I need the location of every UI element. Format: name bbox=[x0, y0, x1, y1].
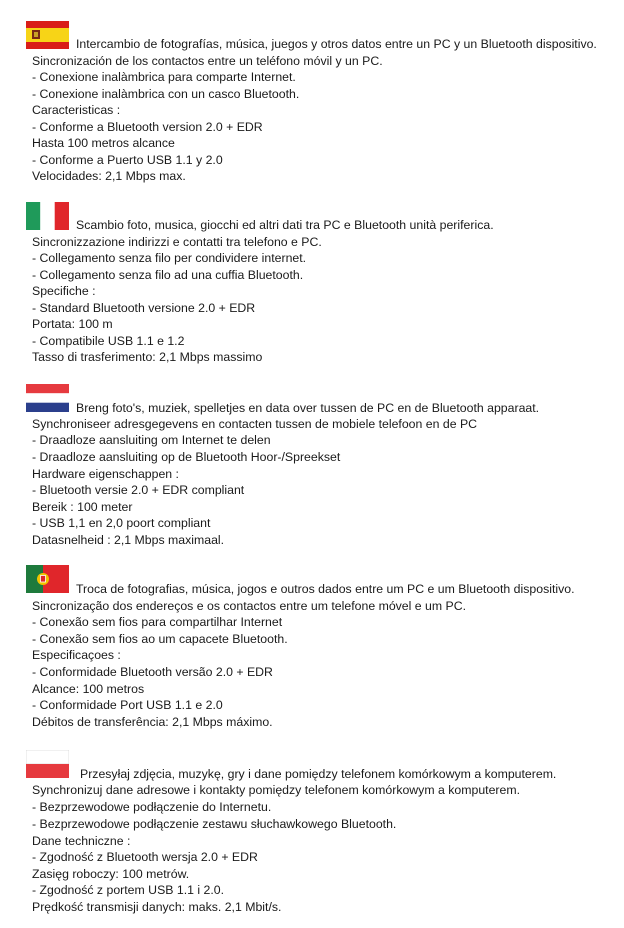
spec-line: Portata: 100 m bbox=[32, 317, 113, 331]
intro-line: Troca de fotografias, música, jogos e outros dados entre um PC e um Bluetooth dispositivo. bbox=[76, 582, 575, 596]
sync-line: Synchronizuj dane adresowe i kontakty pomiędzy telefonem komórkowym a komputerem. bbox=[32, 783, 521, 797]
intro-line: Scambio foto, musica, giocchi ed altri dati tra PC e Bluetooth unità periferica. bbox=[76, 218, 494, 232]
intro-line: Intercambio de fotografías, música, juegos y otros datos entre un PC y un Bluetooth dispositivo. bbox=[76, 37, 597, 51]
feature-line: - Bezprzewodowe podłączenie zestawu słuchawkowego Bluetooth. bbox=[32, 817, 397, 831]
feature-line: - Bezprzewodowe podłączenie do Internetu. bbox=[32, 800, 272, 814]
spec-line: - Conformidade Bluetooth versão 2.0 + EDR bbox=[32, 665, 273, 679]
spec-line: Datasnelheid : 2,1 Mbps maximaal. bbox=[32, 533, 225, 547]
spec-line: Velocidades: 2,1 Mbps max. bbox=[32, 169, 186, 183]
poland-flag-icon bbox=[26, 750, 69, 778]
portugal-flag-icon bbox=[26, 565, 69, 593]
spec-line: - Bluetooth versie 2.0 + EDR compliant bbox=[32, 483, 245, 497]
spec-heading: Specifiche : bbox=[32, 284, 96, 298]
spec-line: Hasta 100 metros alcance bbox=[32, 136, 175, 150]
spec-line: Prędkość transmisji danych: maks. 2,1 Mbit/s. bbox=[32, 900, 282, 914]
netherlands-flag-icon bbox=[26, 384, 69, 412]
spec-heading: Hardware eigenschappen : bbox=[32, 467, 179, 481]
spec-line: Zasięg roboczy: 100 metrów. bbox=[32, 867, 190, 881]
spec-line: - Conforme a Puerto USB 1.1 y 2.0 bbox=[32, 153, 223, 167]
spec-line: Bereik : 100 meter bbox=[32, 500, 133, 514]
sync-line: Sincronización de los contactos entre un teléfono móvil y un PC. bbox=[32, 54, 383, 68]
spec-line: - Conforme a Bluetooth version 2.0 + EDR bbox=[32, 120, 263, 134]
intro-line: Przesyłaj zdjęcia, muzykę, gry i dane pomiędzy telefonem komórkowym a komputerem. bbox=[80, 767, 557, 781]
spec-line: - Zgodność z Bluetooth wersja 2.0 + EDR bbox=[32, 850, 258, 864]
spec-line: Alcance: 100 metros bbox=[32, 682, 145, 696]
feature-line: - Conexão sem fios ao um capacete Bluetooth. bbox=[32, 632, 288, 646]
italy-flag-icon bbox=[26, 202, 69, 230]
spec-line: - Standard Bluetooth versione 2.0 + EDR bbox=[32, 301, 256, 315]
feature-line: - Conexão sem fios para compartilhar Internet bbox=[32, 615, 283, 629]
feature-line: - Conexione inalàmbrica con un casco Bluetooth. bbox=[32, 87, 300, 101]
spec-line: - Compatibile USB 1.1 e 1.2 bbox=[32, 334, 185, 348]
feature-line: - Draadloze aansluiting om Internet te delen bbox=[32, 433, 271, 447]
feature-line: - Conexione inalàmbrica para comparte Internet. bbox=[32, 70, 296, 84]
spec-line: Débitos de transferência: 2,1 Mbps máximo. bbox=[32, 715, 273, 729]
sync-line: Synchroniseer adresgegevens en contacten tussen de mobiele telefoon en de PC bbox=[32, 417, 478, 431]
spec-heading: Caracteristicas : bbox=[32, 103, 121, 117]
feature-line: - Draadloze aansluiting op de Bluetooth Hoor-/Spreekset bbox=[32, 450, 341, 464]
spec-line: - Conformidade Port USB 1.1 e 2.0 bbox=[32, 698, 223, 712]
spec-line: - Zgodność z portem USB 1.1 i 2.0. bbox=[32, 883, 225, 897]
spec-heading: Dane techniczne : bbox=[32, 834, 131, 848]
spec-line: Tasso di trasferimento: 2,1 Mbps massimo bbox=[32, 350, 263, 364]
intro-line: Breng foto's, muziek, spelletjes en data over tussen de PC en de Bluetooth apparaat. bbox=[76, 401, 540, 415]
feature-line: - Collegamento senza filo per condividere internet. bbox=[32, 251, 307, 265]
spec-heading: Especificaçoes : bbox=[32, 648, 121, 662]
spec-line: - USB 1,1 en 2,0 poort compliant bbox=[32, 516, 211, 530]
spain-flag-icon bbox=[26, 21, 69, 49]
sync-line: Sincronização dos endereços e os contactos entre um telefone móvel e um PC. bbox=[32, 599, 467, 613]
feature-line: - Collegamento senza filo ad una cuffia Bluetooth. bbox=[32, 268, 304, 282]
sync-line: Sincronizzazione indirizzi e contatti tra telefono e PC. bbox=[32, 235, 322, 249]
